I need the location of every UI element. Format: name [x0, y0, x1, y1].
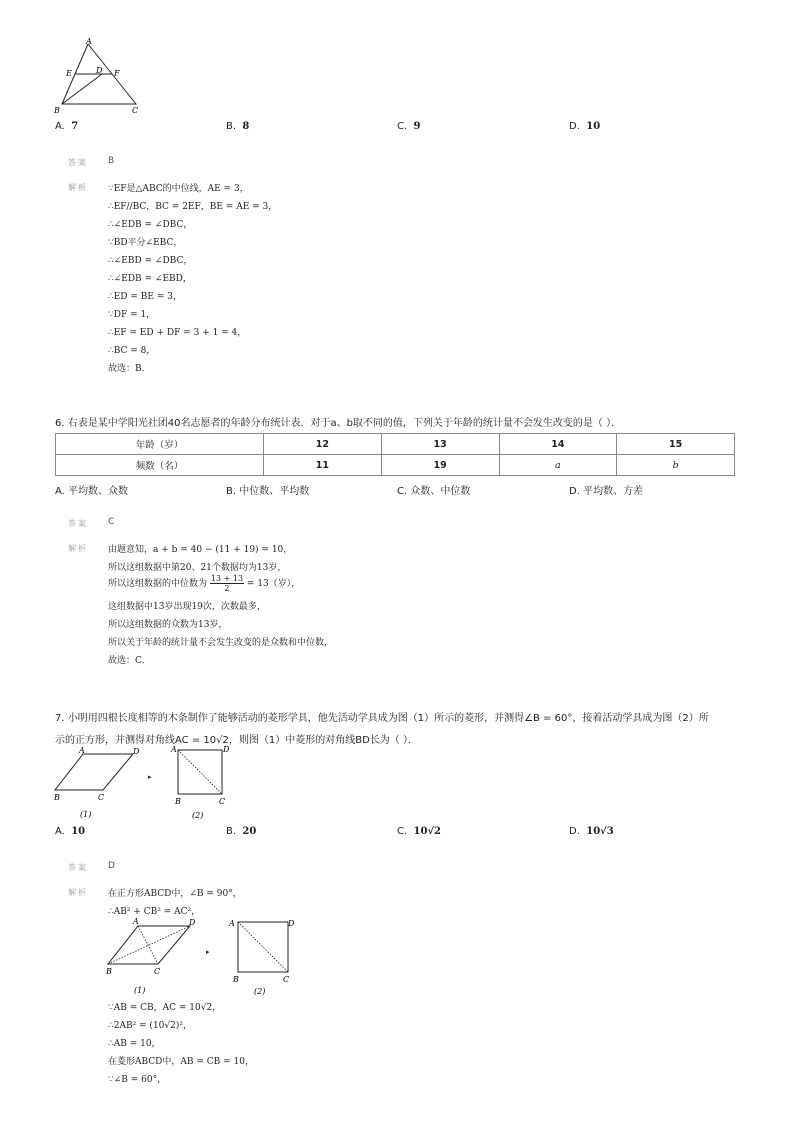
- q5-answer: B: [108, 156, 115, 166]
- q5-analysis-line: ∵EF是△ABC的中位线，AE = 3，: [108, 184, 249, 194]
- label-a: A: [171, 745, 177, 754]
- table-cell: a: [499, 455, 617, 476]
- table-cell: 年龄（岁）: [56, 434, 264, 455]
- triangle-figure: [50, 38, 150, 118]
- q6-question: 6. 右表是某中学阳光社团40名志愿者的年龄分布统计表．对于a、b取不同的值，下列关于年龄的统计量不会发生改变的是（ ）．: [55, 418, 622, 429]
- q6-analysis-line: 所以这组数据中第20、21个数据均为13岁，: [108, 563, 287, 573]
- option-letter: A.: [55, 121, 65, 132]
- q5-analysis-line: ∵BD平分∠EBC，: [108, 238, 183, 248]
- option-letter: C.: [397, 121, 408, 132]
- option-letter: B.: [226, 486, 237, 497]
- q7-analysis-line: ∴AB² + CB² = AC²，: [108, 907, 201, 917]
- label-d: D: [133, 747, 140, 756]
- option-letter: A.: [55, 486, 65, 497]
- option-letter: B.: [226, 826, 237, 837]
- label-b: B: [54, 793, 60, 802]
- analysis-tag: 解析: [68, 888, 88, 897]
- label-a: A: [133, 917, 139, 926]
- q7-option-d[interactable]: [569, 826, 614, 837]
- q5-analysis-line: ∴∠EDB = ∠DBC，: [108, 220, 193, 230]
- answer-tag: 答案: [68, 158, 88, 167]
- q7-answer: D: [108, 861, 115, 871]
- option-value: 20: [242, 826, 257, 837]
- q7-analysis-line: 在菱形ABCD中，AB = CB = 10，: [108, 1057, 254, 1067]
- option-letter: D.: [569, 826, 580, 837]
- age-frequency-table: [55, 433, 735, 476]
- table-cell: 19: [381, 455, 499, 476]
- caption: (2): [254, 987, 266, 996]
- table-row: [56, 434, 735, 455]
- q6-analysis-line: 所以这组数据的众数为13岁，: [108, 620, 228, 630]
- q5-analysis-line: ∴EF = ED + DF = 3 + 1 = 4，: [108, 328, 247, 338]
- q7-analysis-line: 在正方形ABCD中，∠B = 90°，: [108, 889, 242, 899]
- option-value: 平均数、众数: [68, 486, 129, 497]
- q7-analysis-line: ∵AB = CB，AC = 10√2，: [108, 1003, 222, 1013]
- q5-analysis-line: ∴BC = 8，: [108, 346, 156, 356]
- option-letter: C.: [397, 486, 408, 497]
- option-value: 8: [242, 121, 250, 132]
- q5-option-d[interactable]: [569, 121, 600, 132]
- q7-option-a[interactable]: [55, 826, 85, 837]
- square-figure: [170, 744, 232, 822]
- q7-question-line2: 示的正方形，并测得对角线AC = 10√2，则图（1）中菱形的对角线BD长为（ ）．: [55, 735, 418, 746]
- option-value: 平均数、方差: [583, 486, 644, 497]
- option-value: 中位数、平均数: [239, 486, 310, 497]
- rhombus-diagonals-figure: [104, 914, 202, 998]
- q6-option-a[interactable]: [55, 482, 128, 497]
- q5-option-c[interactable]: [397, 121, 421, 132]
- label-a: A: [86, 38, 92, 46]
- table-cell: 14: [499, 434, 617, 455]
- fraction-numerator: 13 + 13: [210, 574, 244, 583]
- q6-analysis-line: 这组数据中13岁出现19次，次数最多，: [108, 602, 266, 612]
- answer-tag: 答案: [68, 519, 88, 528]
- analysis-tag: 解析: [68, 183, 88, 192]
- option-value: 10√2: [413, 826, 441, 837]
- square-diagonal-figure: [228, 914, 300, 998]
- q6-analysis-line-median: [108, 574, 300, 593]
- option-letter: B.: [226, 121, 237, 132]
- label-a: A: [229, 919, 235, 928]
- label-c: C: [98, 793, 105, 802]
- q5-analysis-line: ∴EF//BC，BC = 2EF，BE = AE = 3，: [108, 202, 278, 212]
- label-b: B: [106, 967, 112, 976]
- table-cell: 12: [264, 434, 382, 455]
- label-b: B: [233, 975, 239, 984]
- arrow-icon: ▸: [148, 773, 152, 781]
- q7-option-c[interactable]: [397, 826, 441, 837]
- label-d: D: [288, 919, 295, 928]
- fraction-denominator: 2: [224, 584, 230, 593]
- label-d: D: [223, 745, 230, 754]
- q5-analysis-line: ∴∠EDB = ∠EBD，: [108, 274, 192, 284]
- analysis-tag: 解析: [68, 544, 88, 553]
- option-value: 9: [413, 121, 421, 132]
- q5-option-b[interactable]: [226, 121, 249, 132]
- option-value: 10√3: [586, 826, 614, 837]
- rhombus-figure: [50, 746, 140, 822]
- q5-option-a[interactable]: [55, 121, 78, 132]
- answer-tag: 答案: [68, 863, 88, 872]
- label-c: C: [219, 797, 226, 806]
- q7-analysis-line: ∴AB = 10，: [108, 1039, 161, 1049]
- q7-analysis-line: ∵∠B = 60°，: [108, 1075, 167, 1085]
- option-value: 7: [71, 121, 79, 132]
- label-c: C: [283, 975, 290, 984]
- q6-option-c[interactable]: [397, 482, 470, 497]
- label-f: F: [114, 69, 120, 78]
- option-letter: D.: [569, 121, 580, 132]
- option-value: 10: [71, 826, 86, 837]
- table-cell: 频数（名）: [56, 455, 264, 476]
- median-fraction: [210, 574, 244, 593]
- label-b: B: [54, 106, 60, 115]
- q6-analysis-line: 由题意知，a + b = 40 − (11 + 19) = 10，: [108, 545, 293, 555]
- caption: (2): [192, 811, 204, 820]
- label-a: A: [79, 746, 85, 755]
- table-row: [56, 455, 735, 476]
- table-cell: 13: [381, 434, 499, 455]
- table-cell: b: [617, 455, 735, 476]
- q6-answer: C: [108, 517, 115, 527]
- label-e: E: [66, 69, 72, 78]
- q7-option-b[interactable]: [226, 826, 256, 837]
- arrow-icon: ▸: [206, 948, 210, 956]
- label-d: D: [189, 918, 196, 927]
- option-letter: C.: [397, 826, 408, 837]
- median-result: = 13（岁），: [246, 579, 301, 589]
- caption: (1): [134, 986, 146, 995]
- q6-option-b[interactable]: [226, 482, 309, 497]
- median-text: 所以这组数据的中位数为: [108, 579, 208, 589]
- q7-analysis-line: ∴2AB² = (10√2)²，: [108, 1021, 192, 1031]
- option-value: 10: [586, 121, 601, 132]
- table-cell: 15: [617, 434, 735, 455]
- caption: (1): [80, 810, 92, 819]
- label-c: C: [132, 106, 139, 115]
- label-b: B: [175, 797, 181, 806]
- table-cell: 11: [264, 455, 382, 476]
- option-letter: D.: [569, 486, 580, 497]
- option-letter: A.: [55, 826, 65, 837]
- option-value: 众数、中位数: [410, 486, 471, 497]
- label-d: D: [96, 66, 103, 75]
- label-c: C: [154, 967, 161, 976]
- q6-analysis-line: 故选：C．: [108, 656, 151, 666]
- q5-analysis-line: ∵DF = 1，: [108, 310, 156, 320]
- q6-option-d[interactable]: [569, 482, 643, 497]
- q7-question-line1: 7. 小明用四根长度相等的木条制作了能够活动的菱形学具，他先活动学具成为图（1）所示的菱形，并测得∠B = 60°，接着活动学具成为图（2）所: [55, 713, 709, 724]
- q5-analysis-line: ∴∠EBD = ∠DBC，: [108, 256, 193, 266]
- q6-analysis-line: 所以关于年龄的统计量不会发生改变的是众数和中位数，: [108, 638, 334, 648]
- q5-analysis-line: 故选：B．: [108, 364, 151, 374]
- q5-analysis-line: ∴ED = BE = 3，: [108, 292, 182, 302]
